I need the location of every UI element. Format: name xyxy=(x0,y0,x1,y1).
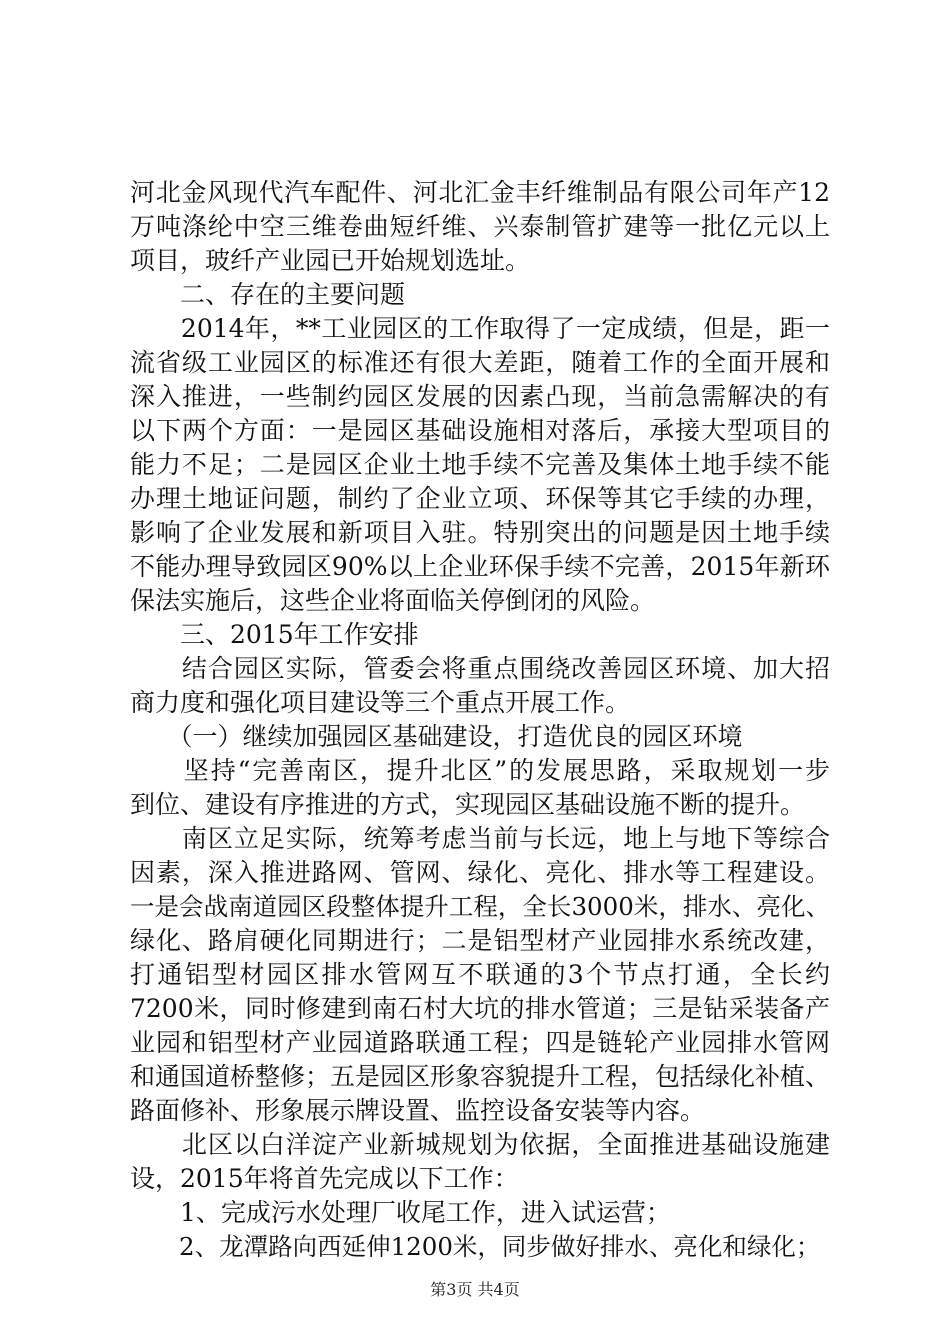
text-line: 办理土地证问题，制约了企业立项、环保等其它手续的办理， xyxy=(130,484,830,513)
text-line: 绿化、路肩硬化同期进行；二是铝型材产业园排水系统改建， xyxy=(130,926,830,955)
text-line: 和通国道桥整修；五是园区形象容貌提升工程，包括绿化补植、 xyxy=(130,1062,831,1091)
text-line: 项目，玻纤产业园已开始规划选址。 xyxy=(130,246,531,275)
text-line: 保法实施后，这些企业将面临关停倒闭的风险。 xyxy=(130,586,656,615)
page-footer: 第3页 共4页 xyxy=(430,1280,520,1299)
text-line: 一是会战南道园区段整体提升工程，全长3000米，排水、亮化、 xyxy=(130,892,830,921)
section-heading: 三、2015年工作安排 xyxy=(130,620,419,649)
text-line: 深入推进，一些制约园区发展的因素凸现，当前急需解决的有 xyxy=(130,382,830,411)
text-line: 坚持“完善南区，提升北区”的发展思路，采取规划一步 xyxy=(130,756,830,785)
text-line: 流省级工业园区的标准还有很大差距，随着工作的全面开展和 xyxy=(130,348,830,377)
text-line: 影响了企业发展和新项目入驻。特别突出的问题是因土地手续 xyxy=(130,518,830,547)
text-line: 到位、建设有序推进的方式，实现园区基础设施不断的提升。 xyxy=(130,790,806,819)
text-line: 2014年，**工业园区的工作取得了一定成绩，但是，距一 xyxy=(130,314,830,343)
text-line: 结合园区实际，管委会将重点围绕改善园区环境、加大招 xyxy=(130,654,830,683)
text-line: 打通铝型材园区排水管网互不联通的3个节点打通，全长约 xyxy=(130,960,830,989)
list-item: 1、完成污水处理厂收尾工作，进入试运营； xyxy=(130,1198,671,1227)
list-item: 2、龙潭路向西延伸1200米，同步做好排水、亮化和绿化； xyxy=(130,1232,821,1261)
text-line: 以下两个方面：一是园区基础设施相对落后，承接大型项目的 xyxy=(130,416,830,445)
text-line: 设，2015年将首先完成以下工作： xyxy=(130,1164,519,1193)
text-line: 商力度和强化项目建设等三个重点开展工作。 xyxy=(130,688,631,717)
text-line: 能力不足；二是园区企业土地手续不完善及集体土地手续不能 xyxy=(130,450,830,479)
text-line: 7200米，同时修建到南石村大坑的排水管道；三是钻采装备产 xyxy=(130,994,830,1023)
section-heading: 二、存在的主要问题 xyxy=(130,280,406,309)
text-line: 路面修补、形象展示牌设置、监控设备安装等内容。 xyxy=(130,1096,706,1125)
text-line: 不能办理导致园区90%以上企业环保手续不完善，2015年新环 xyxy=(130,552,830,581)
text-line: 业园和铝型材产业园道路联通工程；四是链轮产业园排水管网 xyxy=(130,1028,830,1057)
subsection-heading: （一）继续加强园区基础建设，打造优良的园区环境 xyxy=(130,722,743,751)
text-line: 北区以白洋淀产业新城规划为依据，全面推进基础设施建 xyxy=(130,1130,830,1159)
text-line: 河北金风现代汽车配件、河北汇金丰纤维制品有限公司年产12 xyxy=(130,178,830,207)
text-line: 南区立足实际，统筹考虑当前与长远，地上与地下等综合 xyxy=(130,824,830,853)
text-line: 因素，深入推进路网、管网、绿化、亮化、排水等工程建设。 xyxy=(130,858,830,887)
text-line: 万吨涤纶中空三维卷曲短纤维、兴泰制管扩建等一批亿元以上 xyxy=(130,212,830,241)
